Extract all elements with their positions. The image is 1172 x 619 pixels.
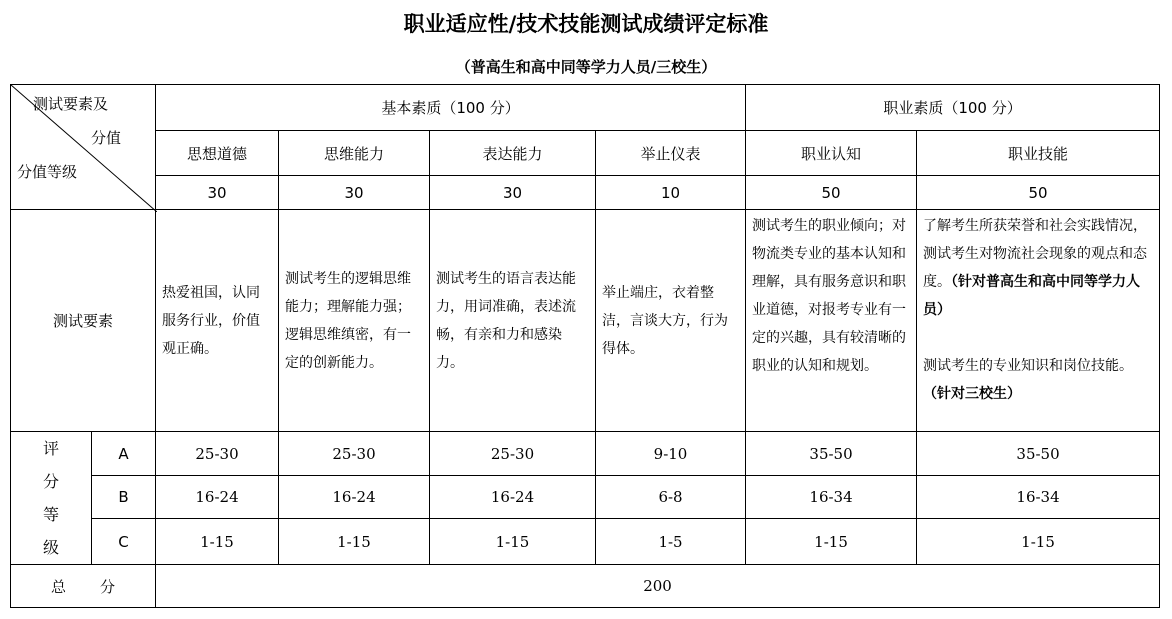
- total-label-part1: 总: [50, 577, 66, 596]
- skills-text-part1-note: （针对普高生和高中同等学力人员）: [923, 274, 1141, 318]
- description-expression: 测试考生的语言表达能力，用词准确，表述流畅，有亲和力和感染力。: [430, 210, 596, 432]
- grade-label-char: 级: [42, 538, 59, 557]
- grade-group-label: [11, 432, 92, 565]
- group-header-basic: 基本素质（100 分）: [156, 85, 746, 131]
- grade-a-manner: 9-10: [596, 432, 746, 476]
- grade-c-expression: 1-15: [430, 519, 596, 565]
- grade-level-a: A: [92, 432, 156, 476]
- grade-b-cognition: 16-34: [746, 476, 917, 519]
- grade-c-skills: 1-15: [917, 519, 1160, 565]
- grade-a-expression: 25-30: [430, 432, 596, 476]
- grade-a-moral: 25-30: [156, 432, 279, 476]
- column-score-cognition: 50: [746, 176, 917, 210]
- grade-b-manner: 6-8: [596, 476, 746, 519]
- grade-a-cognition: 35-50: [746, 432, 917, 476]
- grade-c-moral: 1-15: [156, 519, 279, 565]
- column-header-skills: 职业技能: [917, 131, 1160, 176]
- grade-b-expression: 16-24: [430, 476, 596, 519]
- description-thinking: 测试考生的逻辑思维能力；理解能力强；逻辑思维缜密，有一定的创新能力。: [279, 210, 430, 432]
- corner-label-score: 分值: [91, 129, 122, 147]
- grade-b-skills: 16-34: [917, 476, 1160, 519]
- grade-b-thinking: 16-24: [279, 476, 430, 519]
- grade-c-cognition: 1-15: [746, 519, 917, 565]
- total-label: [11, 565, 156, 608]
- grade-label-char: 评: [42, 439, 59, 458]
- grade-a-thinking: 25-30: [279, 432, 430, 476]
- page-title: 职业适应性/技术技能测试成绩评定标准: [403, 11, 769, 36]
- total-label-part2: 分: [100, 577, 116, 596]
- total-value: 200: [156, 565, 1160, 608]
- column-score-manner: 10: [596, 176, 746, 210]
- column-header-cognition: 职业认知: [746, 131, 917, 176]
- column-header-moral: 思想道德: [156, 131, 279, 176]
- elements-row-label: 测试要素: [11, 210, 156, 432]
- description-moral: 热爱祖国，认同服务行业，价值观正确。: [156, 210, 279, 432]
- grade-level-c: C: [92, 519, 156, 565]
- column-header-thinking: 思维能力: [279, 131, 430, 176]
- skills-text-part2: 测试考生的专业知识和岗位技能。: [923, 358, 1134, 374]
- grade-b-moral: 16-24: [156, 476, 279, 519]
- group-header-professional: 职业素质（100 分）: [746, 85, 1160, 131]
- column-score-thinking: 30: [279, 176, 430, 210]
- corner-cell: [11, 85, 156, 210]
- page-subtitle: （普高生和高中同等学力人员/三校生）: [455, 58, 717, 76]
- column-score-expression: 30: [430, 176, 596, 210]
- column-header-manner: 举止仪表: [596, 131, 746, 176]
- corner-label-grade: 分值等级: [17, 163, 78, 181]
- column-score-skills: 50: [917, 176, 1160, 210]
- skills-text-part1: 了解考生所获荣誉和社会实践情况，测试考生对物流社会现象的观点和态度。: [923, 218, 1148, 290]
- corner-label-elements: 测试要素及: [33, 95, 109, 113]
- grade-label-char: 等: [42, 505, 59, 524]
- description-manner: 举止端庄，衣着整洁，言谈大方，行为得体。: [596, 210, 746, 432]
- column-score-moral: 30: [156, 176, 279, 210]
- skills-text-part2-note: （针对三校生）: [923, 386, 1022, 402]
- grade-c-thinking: 1-15: [279, 519, 430, 565]
- description-skills: [917, 210, 1160, 432]
- column-header-expression: 表达能力: [430, 131, 596, 176]
- standards-table: [10, 84, 1160, 608]
- grade-c-manner: 1-5: [596, 519, 746, 565]
- grade-label-char: 分: [42, 472, 59, 491]
- description-cognition: 测试考生的职业倾向；对物流类专业的基本认知和理解，具有服务意识和职业道德，对报考专业有一定的兴趣，具有较清晰的职业的认知和规划。: [746, 210, 917, 432]
- grade-level-b: B: [92, 476, 156, 519]
- grade-a-skills: 35-50: [917, 432, 1160, 476]
